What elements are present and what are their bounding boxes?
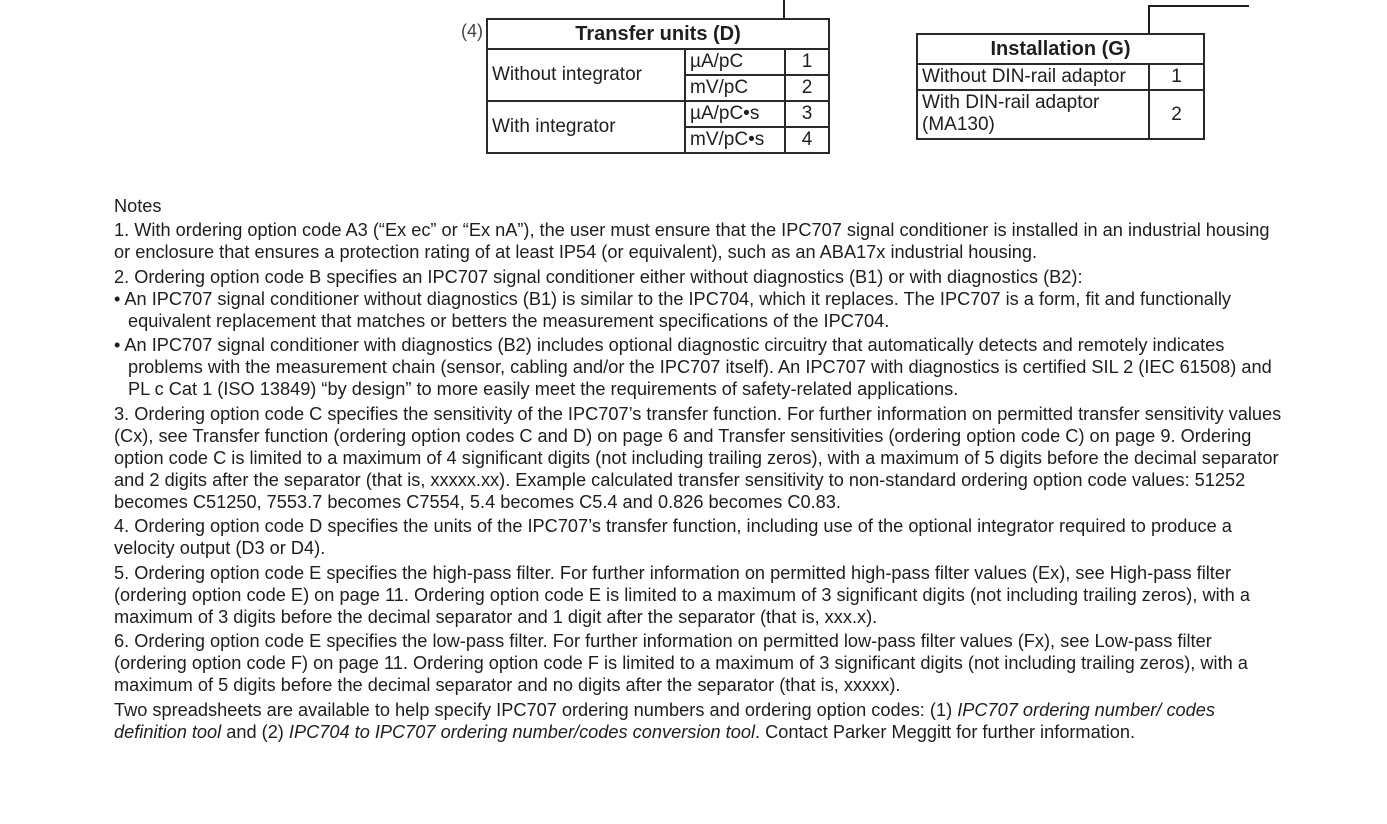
note-5: 5. Ordering option code E specifies the high-pass filter. For further information on permitted high-pass filter values (Ex), see High-pass filter (ordering option code E) on page 11. Ordering option code E is limited to a maximum of 3 significant digits (not including trailing zeros), with a maximum of 3 digits before the decimal separator and 1 digit after the separator (that is, xxx.x).: [114, 562, 1250, 627]
connector-line-installation-vertical: [1148, 5, 1150, 34]
transfer-units-unit: mV/pC: [685, 75, 785, 101]
installation-option: [917, 90, 1149, 139]
note-4: 4. Ordering option code D specifies the units of the IPC707’s transfer function, including use of the optional integrator required to produce a velocity output (D3 or D4).: [114, 516, 1232, 558]
tool-name-definition: IPC707 ordering number/ codes definition tool: [114, 699, 1215, 742]
installation-option-line1: With DIN-rail adaptor: [922, 92, 1100, 113]
note-2: 2. Ordering option code B specifies an IPC707 signal conditioner either without diagnostics (B1) or with diagnostics (B2):: [114, 266, 1083, 287]
tool-name-conversion: IPC704 to IPC707 ordering number/codes conversion tool: [288, 721, 755, 742]
transfer-units-code: 3: [785, 101, 829, 127]
transfer-units-unit: µA/pC: [685, 49, 785, 75]
notes-section: [114, 195, 1289, 743]
transfer-units-group-without: Without integrator: [487, 49, 685, 101]
note-3: 3. Ordering option code C specifies the sensitivity of the IPC707’s transfer function. For further information on permitted transfer sensitivity values (Cx), see Transfer function (ordering option codes C and D) on page 6 and Transfer sensitivities (ordering option code C) on page 9. Ordering option code C is limited to a maximum of 4 significant digits (not including trailing zeros), with a maximum of 5 digits before the decimal separator and 2 digits after the separator (that is, xxxxx.xx). Example calculated transfer sensitivity to non-standard ordering option code values: 51252 becomes C51250, 7553.7 becomes C7554, 5.4 becomes C5.4 and 0.826 becomes C0.83.: [114, 403, 1282, 512]
transfer-units-code: 2: [785, 75, 829, 101]
transfer-units-unit: µA/pC•s: [685, 101, 785, 127]
connector-line-installation-horizontal: [1148, 5, 1249, 7]
transfer-units-unit: mV/pC•s: [685, 127, 785, 153]
note-6: 6. Ordering option code E specifies the low-pass filter. For further information on permitted low-pass filter values (Fx), see Low-pass filter (ordering option code F) on page 11. Ordering option code F is limited to a maximum of 3 significant digits (not including trailing zeros), with a maximum of 5 digits before the decimal separator and no digits after the separator (that is, xxxxx).: [114, 631, 1248, 695]
note-2-bullet-b2: • An IPC707 signal conditioner with diagnostics (B2) includes optional diagnostic circuitry that automatically detects and remotely indicates problems with the measurement chain (sensor, cabling and/or the IPC707 itself). An IPC707 with diagnostics is certified SIL 2 (IEC 61508) and PL c Cat 1 (ISO 13849) “by design” to more easily meet the requirements of safety-related applications.: [114, 335, 1272, 399]
installation-code: 2: [1149, 90, 1204, 139]
installation-option-line2: (MA130): [922, 114, 995, 135]
transfer-units-table: [486, 18, 830, 154]
installation-title: Installation (G): [917, 34, 1204, 64]
note-spreadsheets-prefix: Two spreadsheets are available to help specify IPC707 ordering numbers and ordering option codes: (1): [114, 699, 958, 720]
footnote-marker: (4): [461, 21, 483, 41]
notes-heading: Notes: [114, 196, 162, 216]
note-spreadsheets-suffix: . Contact Parker Meggitt for further information.: [755, 721, 1136, 742]
note-spreadsheets-mid: and (2): [221, 721, 289, 742]
connector-line-transfer-units: [783, 0, 785, 18]
transfer-units-code: 4: [785, 127, 829, 153]
transfer-units-title: Transfer units (D): [487, 19, 829, 49]
installation-option: Without DIN-rail adaptor: [917, 64, 1149, 90]
note-1: 1. With ordering option code A3 (“Ex ec” or “Ex nA”), the user must ensure that the IPC707 signal conditioner is installed in an industrial housing or enclosure that ensures a protection rating of at least IP54 (or equivalent), such as an ABA17x industrial housing.: [114, 220, 1270, 262]
note-2-bullet-b1: • An IPC707 signal conditioner without diagnostics (B1) is similar to the IPC704, which it replaces. The IPC707 is a form, fit and functionally equivalent replacement that matches or betters the measurement specifications of the IPC704.: [114, 288, 1232, 331]
transfer-units-code: 1: [785, 49, 829, 75]
installation-table: [916, 33, 1205, 140]
note-spreadsheets: [114, 699, 1289, 743]
installation-code: 1: [1149, 64, 1204, 90]
transfer-units-group-with: With integrator: [487, 101, 685, 153]
